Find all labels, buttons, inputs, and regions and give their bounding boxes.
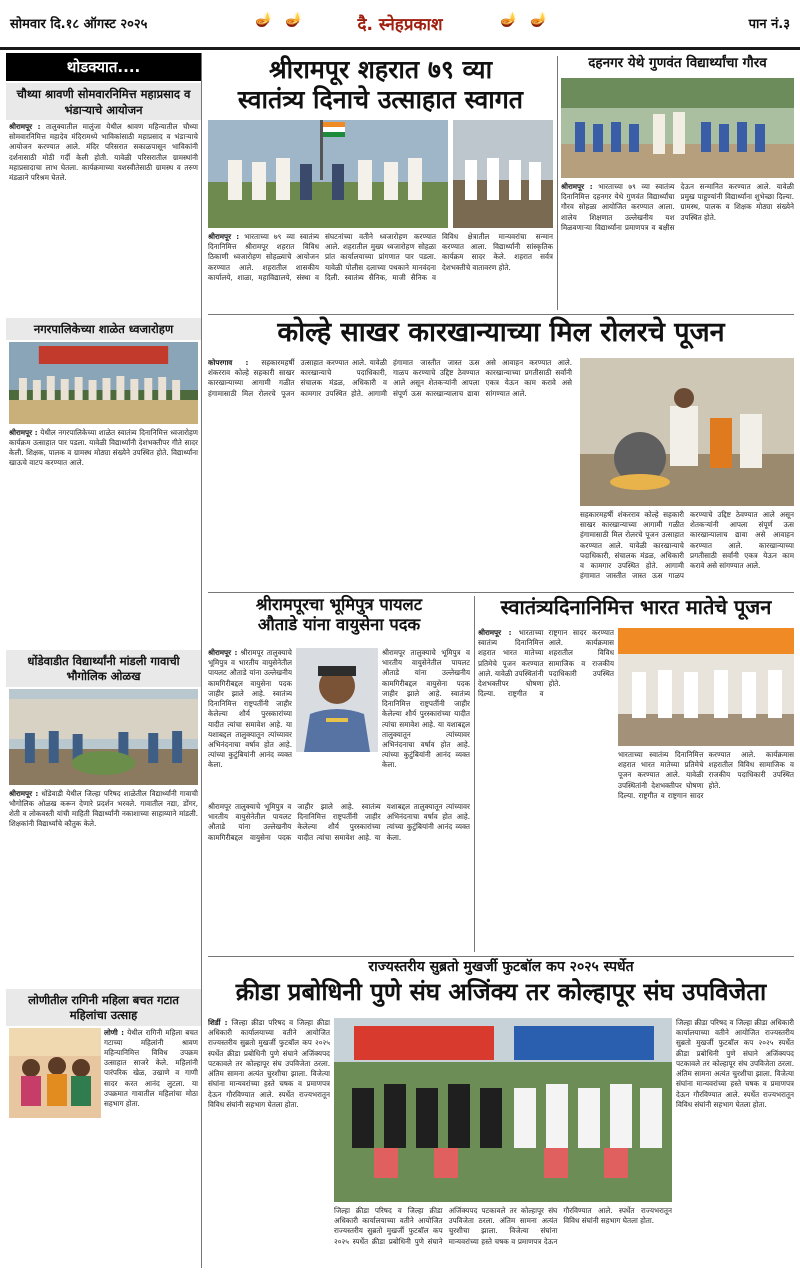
brief-text: तालुक्यातील मालुंजा येथील श्रावण महिन्यातील चौथ्या सोमवारनिमित्त महादेव मंदिरामध्ये भाविकांसाठी महाप्रसाद व भंडाऱ्याचे आयोजन करण्यात आले. मंदिर परिसरात सकाळपासून भाविकांनी दर्शनासाठी मोठी गर्दी केली होती. यावेळी परिसरातील ग्रामस्थांनी महाप्रसादाचा लाभ घेतला. कार्यक्रमाच्या यशस्वीतेसाठी ग्रामस्थ व तरुण मंडळाने परिश्रम घेतले. bbox=[9, 122, 198, 183]
story-text: भारताच्या स्वातंत्र्य दिनानिमित्त शहरात भारत मातेच्या प्रतिमेचे पूजन करण्यात आले. यावेळी उपस्थितांनी देशभक्तीपर घोषणा दिल्या. राष्ट्रगीत व राष्ट्रगान सादर करण्यात आले. कार्यक्रमास शहरातील विविध सामाजिक व राजकीय पदाधिकारी उपस्थित होते. bbox=[618, 750, 794, 800]
story-photo-image bbox=[561, 78, 794, 178]
story-pilot-medal bbox=[208, 596, 470, 952]
brief-title: चौथ्या श्रावणी सोमवारनिमित्त महाप्रसाद व भंडाऱ्याचे आयोजन bbox=[6, 83, 201, 120]
brief-text: धोंडेवाडी येथील जिल्हा परिषद शाळेतील विद्यार्थ्यांनी गावाची भौगोलिक ओळख करून देणारे प्रदर्शन भरवले. गावातील नद्या, डोंगर, शेती व लोकवस्ती यांची माहिती विद्यार्थ्यांनी नकाशाच्या साहाय्याने मांडली. शिक्षकांनी विद्यार्थ्यांचे कौतुक केले. bbox=[9, 788, 198, 829]
brief-title: लोणीतील रागिनी महिला बचत गटात महिलांचा उत्साह bbox=[6, 989, 201, 1026]
issue-date: सोमवार दि.१८ ऑगस्ट २०२५ bbox=[10, 17, 148, 32]
story-photo-image bbox=[618, 628, 794, 746]
brief-lead: श्रीरामपूर : bbox=[9, 427, 38, 437]
brief-photo-image bbox=[9, 1028, 101, 1118]
brief-photo bbox=[9, 342, 198, 424]
story-lead: शिर्डी : bbox=[208, 1018, 228, 1027]
story-lead: श्रीरामपूर : bbox=[561, 182, 593, 191]
story-body bbox=[561, 182, 794, 310]
brief-row bbox=[6, 1026, 201, 1120]
story-text: श्रीरामपूर तालुक्याचे भूमिपुत्र व भारतीय वायुसेनेतील पायलट औताडे यांना उल्लेखनीय कामगिरीबद्दल वायुसेना पदक जाहीर झाले आहे. स्वातंत्र्य दिनानिमित्त राष्ट्रपतींनी जाहीर केलेल्या शौर्य पुरस्कारांच्या यादीत त्यांचा समावेश आहे. या यशाबद्दल तालुक्यातून त्यांच्यावर अभिनंदनाचा वर्षाव होत आहे. त्यांच्या कुटुंबियांनी आनंद व्यक्त केला. bbox=[208, 648, 292, 770]
story-kicker: राज्यस्तरीय सुब्रतो मुखर्जी फुटबॉल कप २०२५ स्पर्धेत bbox=[368, 959, 634, 975]
story-photo bbox=[208, 120, 448, 228]
story-body bbox=[208, 358, 572, 588]
story-body-continued bbox=[382, 648, 470, 798]
story-photo-image bbox=[208, 120, 448, 228]
brief-title: नगरपालिकेच्या शाळेत ध्वजारोहण bbox=[6, 318, 201, 340]
story-text: भारताच्या ७९ व्या स्वातंत्र्य दिनानिमित्त दहनगर येथे गुणवंत विद्यार्थ्यांचा गौरव सोहळा आयोजित करण्यात आला. शालेय शिक्षणात उल्लेखनीय यश मिळवणाऱ्या विद्यार्थ्यांना प्रमाणपत्र व बक्षीस देऊन सन्मानित करण्यात आले. यावेळी प्रमुख पाहुण्यांनी विद्यार्थ्यांना शुभेच्छा दिल्या. ग्रामस्थ, पालक व शिक्षक मोठ्या संख्येने उपस्थित होते. bbox=[561, 182, 794, 232]
brief-photo-image bbox=[9, 689, 198, 785]
brief-title: धोंडेवाडीत विद्यार्थ्यांनी मांडली गावाची भौगोलिक ओळख bbox=[6, 650, 201, 687]
briefs-banner: थोडक्यात.... bbox=[6, 53, 201, 81]
briefs-column bbox=[6, 53, 202, 1268]
story-meritorious-students bbox=[561, 56, 794, 310]
story-body-continued bbox=[580, 510, 794, 588]
story-headline: कोल्हे साखर कारखान्याच्या मिल रोलरचे पूजन bbox=[277, 317, 725, 348]
story-body-continued bbox=[618, 750, 794, 952]
story-photo bbox=[580, 358, 794, 506]
page-number: पान नं.३ bbox=[748, 17, 790, 32]
brief-body bbox=[6, 787, 201, 987]
story-text: श्रीरामपूर तालुक्याचे भूमिपुत्र व भारतीय वायुसेनेतील पायलट औताडे यांना उल्लेखनीय कामगिरीबद्दल वायुसेना पदक जाहीर झाले आहे. स्वातंत्र्य दिनानिमित्त राष्ट्रपतींनी जाहीर केलेल्या शौर्य पुरस्कारांच्या यादीत त्यांचा समावेश आहे. या यशाबद्दल तालुक्यातून त्यांच्यावर अभिनंदनाचा वर्षाव होत आहे. त्यांच्या कुटुंबियांनी आनंद व्यक्त केला. bbox=[382, 648, 470, 770]
section-divider bbox=[208, 956, 794, 957]
story-photo-image bbox=[453, 120, 553, 228]
story-sugar-factory bbox=[208, 318, 794, 588]
brief-photo bbox=[9, 1028, 101, 1118]
column-divider bbox=[474, 596, 475, 952]
masthead: दै. स्नेहप्रकाश bbox=[357, 15, 443, 35]
brief-text: येथील नगरपालिकेच्या शाळेत स्वातंत्र्य दिनानिमित्त ध्वजारोहण कार्यक्रम उत्साहात पार पडला. यावेळी विद्यार्थ्यांनी देशभक्तीपर गीते सादर केली. शिक्षक, पालक व ग्रामस्थ मोठ्या संख्येने उपस्थित होते. विद्यार्थ्यांना खाऊचे वाटप करण्यात आले. bbox=[9, 427, 198, 468]
story-text: भारताच्या स्वातंत्र्य दिनानिमित्त शहरात भारत मातेच्या प्रतिमेचे पूजन करण्यात आले. यावेळी उपस्थितांनी देशभक्तीपर घोषणा दिल्या. राष्ट्रगीत व राष्ट्रगान सादर करण्यात आले. कार्यक्रमास शहरातील विविध सामाजिक व राजकीय पदाधिकारी उपस्थित होते. bbox=[478, 628, 614, 699]
story-text: जिल्हा क्रीडा परिषद व जिल्हा क्रीडा अधिकारी कार्यालयाच्या वतीने आयोजित राज्यस्तरीय सुब्रतो मुखर्जी फुटबॉल कप २०२५ स्पर्धेत क्रीडा प्रबोधिनी पुणे संघाने अजिंक्यपद पटकावले तर कोल्हापूर संघ उपविजेता ठरला. अंतिम सामना अत्यंत चुरशीचा झाला. विजेत्या संघांना मान्यवरांच्या हस्ते चषक व प्रमाणपत्र देऊन गौरविण्यात आले. स्पर्धेत राज्यभरातून विविध संघांनी सहभाग घेतला होता. bbox=[334, 1206, 672, 1246]
story-headline: औताडे यांना वायुसेना पदक bbox=[257, 615, 421, 635]
story-body-continued bbox=[676, 1018, 794, 1268]
story-headline: श्रीरामपूरचा भूमिपुत्र पायलट bbox=[255, 595, 423, 614]
brief-lead: श्रीरामपूर : bbox=[9, 122, 41, 132]
story-body-continued bbox=[208, 802, 470, 952]
story-bharat-mata bbox=[478, 596, 794, 952]
story-headline: क्रीडा प्रबोधिनी पुणे संघ अजिंक्य तर कोल्हापूर संघ उपविजेता bbox=[235, 978, 767, 1007]
section-divider bbox=[208, 592, 794, 593]
brief-lead: श्रीरामपूर : bbox=[9, 788, 39, 798]
story-body-continued bbox=[334, 1206, 672, 1268]
section-divider bbox=[208, 314, 794, 315]
story-independence-day bbox=[208, 56, 553, 310]
lamp-icon: 🪔 bbox=[530, 12, 548, 28]
story-lead: श्रीरामपूर : bbox=[478, 628, 512, 637]
story-photo bbox=[334, 1018, 672, 1202]
brief-text: येथील रागिनी महिला बचत गटाच्या महिलांनी श्रावण महिन्यानिमित्त विविध उपक्रम उत्साहात साजरे केले. महिलांनी पारंपरिक खेळ, उखाणे व गाणी सादर करत आनंद लुटला. या उपक्रमात गावातील महिलांचा मोठा सहभाग होता. bbox=[104, 1027, 198, 1109]
brief-body bbox=[104, 1028, 198, 1118]
column-divider bbox=[557, 56, 558, 310]
pilot-portrait-image bbox=[296, 648, 378, 752]
story-headline: श्रीरामपूर शहरात ७९ व्या bbox=[268, 55, 493, 84]
story-text: सहकारमहर्षी शंकरराव कोल्हे सहकारी साखर कारखान्याच्या आगामी गळीत हंगामासाठी मिल रोलरचे पूजन उत्साहात करण्यात आले. यावेळी कारखान्याचे पदाधिकारी, संचालक मंडळ, अधिकारी व कामगार उपस्थित होते. आगामी हंगामात जास्तीत जास्त ऊस गाळप करण्याचे उद्दिष्ट ठेवण्यात आले असून शेतकऱ्यांनी आपला संपूर्ण ऊस कारखान्यालाच द्यावा असे आवाहन करण्यात आले. कारखान्याच्या प्रगतीसाठी सर्वांनी एकत्र येऊन काम करावे असे सांगण्यात आले. bbox=[580, 510, 794, 581]
story-headline: दहनगर येथे गुणवंत विद्यार्थ्यांचा गौरव bbox=[588, 55, 767, 71]
brief-photo-image bbox=[9, 342, 198, 424]
story-text: जिल्हा क्रीडा परिषद व जिल्हा क्रीडा अधिकारी कार्यालयाच्या वतीने आयोजित राज्यस्तरीय सुब्रतो मुखर्जी फुटबॉल कप २०२५ स्पर्धेत क्रीडा प्रबोधिनी पुणे संघाने अजिंक्यपद पटकावले तर कोल्हापूर संघ उपविजेता ठरला. अंतिम सामना अत्यंत चुरशीचा झाला. विजेत्या संघांना मान्यवरांच्या हस्ते चषक व प्रमाणपत्र देऊन गौरविण्यात आले. स्पर्धेत राज्यभरातून विविध संघांनी सहभाग घेतला होता. bbox=[676, 1018, 794, 1109]
story-photo bbox=[453, 120, 553, 228]
story-headline: स्वातंत्र्य दिनाचे उत्साहात स्वागत bbox=[237, 84, 524, 114]
lamp-icon: 🪔 bbox=[285, 12, 303, 28]
story-headline: स्वातंत्र्यदिनानिमित्त भारत मातेचे पूजन bbox=[500, 595, 772, 619]
brief-lead: लोणी : bbox=[104, 1027, 124, 1037]
brief-body bbox=[6, 426, 201, 648]
story-text: श्रीरामपूर तालुक्याचे भूमिपुत्र व भारतीय वायुसेनेतील पायलट औताडे यांना उल्लेखनीय कामगिरीबद्दल वायुसेना पदक जाहीर झाले आहे. स्वातंत्र्य दिनानिमित्त राष्ट्रपतींनी जाहीर केलेल्या शौर्य पुरस्कारांच्या यादीत त्यांचा समावेश आहे. या यशाबद्दल तालुक्यातून त्यांच्यावर अभिनंदनाचा वर्षाव होत आहे. त्यांच्या कुटुंबियांनी आनंद व्यक्त केला. bbox=[208, 802, 470, 842]
story-lead: श्रीरामपूर : bbox=[208, 232, 240, 241]
story-lead: कोपरगाव : bbox=[208, 358, 249, 367]
story-football-cup bbox=[208, 960, 794, 1268]
lamp-icon: 🪔 bbox=[255, 12, 273, 28]
story-text: भारताच्या ७९ व्या स्वातंत्र्य दिनानिमित्त श्रीरामपूर शहरात विविध ठिकाणी ध्वजारोहण सोहळ्याचे आयोजन करण्यात आले. शहरातील शासकीय कार्यालये, शाळा, महाविद्यालये, संस्था व संघटनांच्या वतीने ध्वजारोहण करण्यात आले. शहरातील मुख्य ध्वजारोहण सोहळा प्रांत कार्यालयाच्या प्रांगणात पार पडला. यावेळी पोलीस दलाच्या पथकाने मानवंदना दिली. स्वातंत्र्य सैनिक, माजी सैनिक व विविध क्षेत्रातील मान्यवरांचा सन्मान करण्यात आला. विद्यार्थ्यांनी सांस्कृतिक कार्यक्रम सादर केले. शहरात सर्वत्र देशभक्तीचे वातावरण होते. bbox=[208, 232, 553, 282]
story-text: सहकारमहर्षी शंकरराव कोल्हे सहकारी साखर कारखान्याच्या आगामी गळीत हंगामासाठी मिल रोलरचे पूजन उत्साहात करण्यात आले. यावेळी कारखान्याचे पदाधिकारी, संचालक मंडळ, अधिकारी व कामगार उपस्थित होते. आगामी हंगामात जास्तीत जास्त ऊस गाळप करण्याचे उद्दिष्ट ठेवण्यात आले असून शेतकऱ्यांनी आपला संपूर्ण ऊस कारखान्यालाच द्यावा असे आवाहन करण्यात आले. कारखान्याच्या प्रगतीसाठी सर्वांनी एकत्र येऊन काम करावे असे सांगण्यात आले. bbox=[208, 358, 572, 398]
story-photo bbox=[561, 78, 794, 178]
brief-photo bbox=[9, 689, 198, 785]
story-text: जिल्हा क्रीडा परिषद व जिल्हा क्रीडा अधिकारी कार्यालयाच्या वतीने आयोजित राज्यस्तरीय सुब्रतो मुखर्जी फुटबॉल कप २०२५ स्पर्धेत क्रीडा प्रबोधिनी पुणे संघाने अजिंक्यपद पटकावले तर कोल्हापूर संघ उपविजेता ठरला. अंतिम सामना अत्यंत चुरशीचा झाला. विजेत्या संघांना मान्यवरांच्या हस्ते चषक व प्रमाणपत्र देऊन गौरविण्यात आले. स्पर्धेत राज्यभरातून विविध संघांनी सहभाग घेतला होता. bbox=[208, 1018, 330, 1109]
pilot-portrait bbox=[296, 648, 378, 752]
brief-body bbox=[6, 120, 201, 316]
story-body bbox=[208, 232, 553, 310]
story-body bbox=[208, 1018, 330, 1268]
page-header bbox=[0, 0, 800, 50]
story-photo-image bbox=[334, 1018, 672, 1202]
story-lead: श्रीरामपूर : bbox=[208, 648, 238, 657]
story-photo bbox=[618, 628, 794, 746]
story-photo-image bbox=[580, 358, 794, 506]
story-body bbox=[208, 648, 292, 798]
lamp-icon: 🪔 bbox=[500, 12, 518, 28]
story-body bbox=[478, 628, 614, 952]
